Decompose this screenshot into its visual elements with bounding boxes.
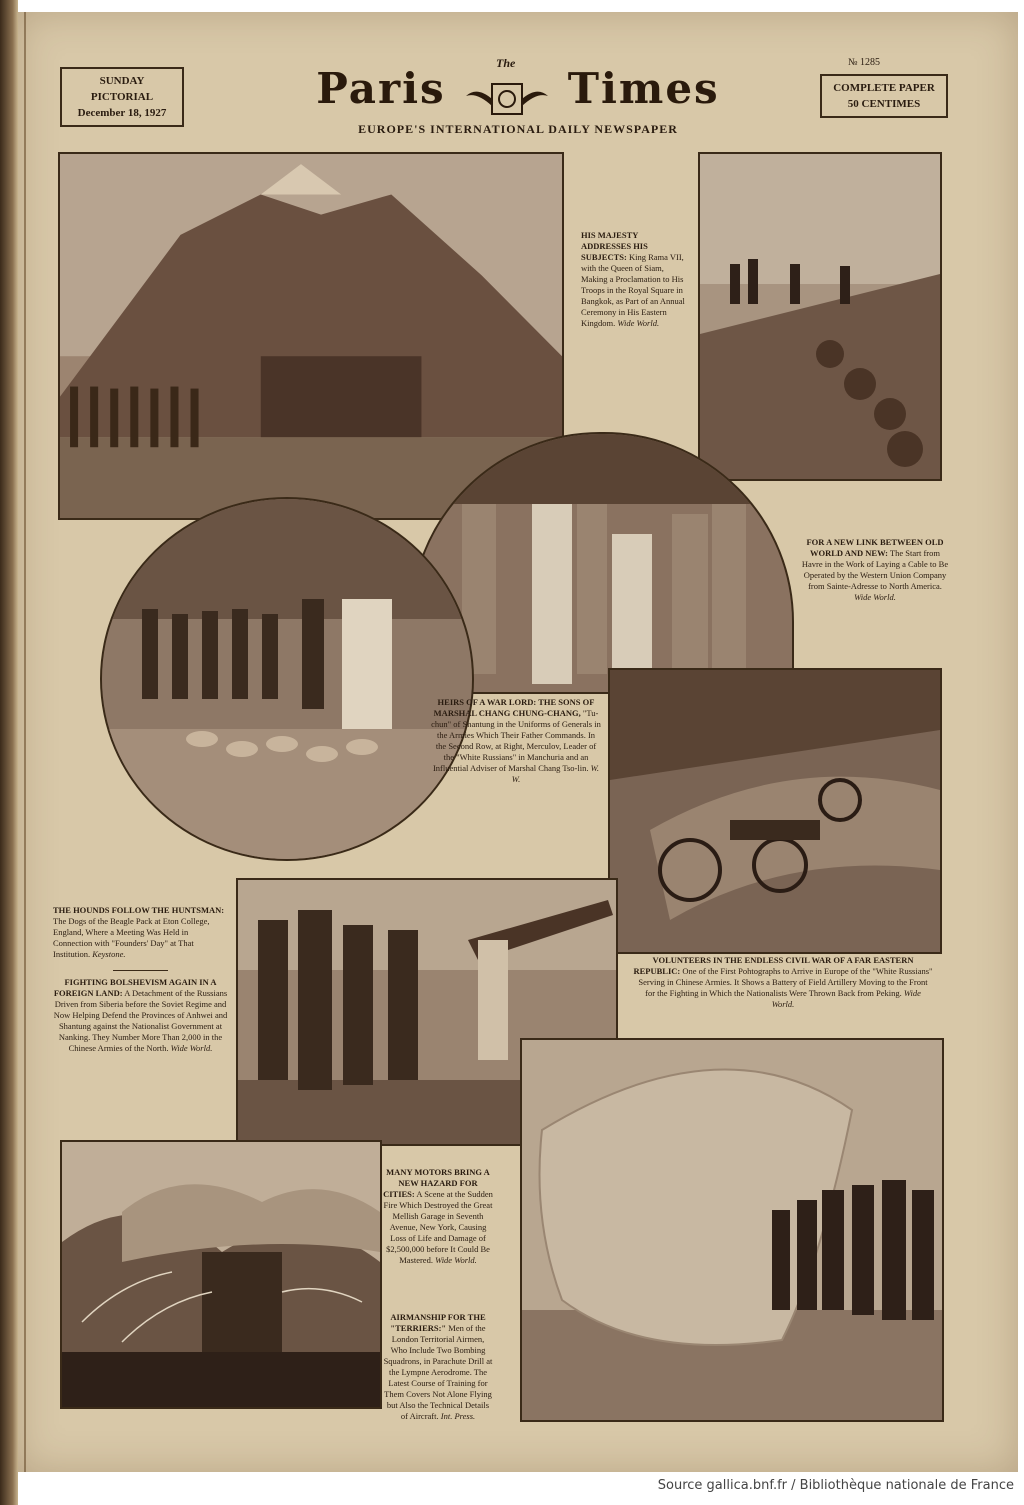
caption-airmanship [383,1312,493,1422]
caption-hounds [53,905,228,960]
caption-hounds-body: The Dogs of the Beagle Pack at Eton College, England, Where a Meeting Was Held in Connection with "Founders' Day" at That Institution. [53,916,210,959]
caption-heirs [431,697,601,785]
caption-bolshevism [53,977,228,1054]
date-box [60,67,184,127]
price-box [820,74,948,118]
photo-siam-ceremony [58,152,564,520]
caption-motors-credit: Wide World. [435,1255,477,1265]
caption-motors-head: MANY MOTORS BRING A NEW HAZARD FOR CITIES: [383,1167,490,1199]
masthead-title-left: Paris [316,64,446,113]
price-line2: 50 CENTIMES [847,98,921,110]
caption-divider [113,970,168,971]
photo-field-artillery [608,668,942,954]
source-attribution: Source gallica.bnf.fr / Bibliothèque nationale de France [657,1478,1014,1493]
masthead-emblem-icon [462,78,552,120]
masthead-title-right: Times [567,64,720,113]
caption-cable-body: The Start from Havre in the Work of Laying a Cable to Be Operated by the Western Union Company from Sainte-Adresse to North America. [801,548,949,591]
caption-heirs-credit: W. W. [511,763,600,784]
masthead-the: The [496,56,516,70]
caption-volunteers-credit: Wide World. [771,988,921,1009]
caption-heirs-head: HEIRS OF A WAR LORD: THE SONS OF MARSHAL CHANG CHUNG-CHANG, [433,697,595,718]
caption-siam [581,230,685,329]
caption-siam-head: HIS MAJESTY ADDRESSES HIS SUBJECTS: [581,230,648,262]
caption-cable [800,537,950,603]
photo-parachute-drill [520,1038,944,1422]
issue-number: № 1285 [848,57,881,68]
caption-heirs-body: "Tu-chun" of Shantung in the Uniforms of Generals in the Armies Which Their Father Commands. In the Second Row, at Right, Merculov, Leader of the "White Russians" in Manchuria and an Influential Adviser of Marshal Chang Tso-lin. [431,708,601,773]
caption-bolshevism-head: FIGHTING BOLSHEVISM AGAIN IN A FOREIGN LAND: [53,977,217,998]
masthead-subtitle: EUROPE'S INTERNATIONAL DAILY NEWSPAPER [358,122,678,137]
caption-airmanship-body: Men of the London Territorial Airmen, Who Include Two Bombing Squadrons, in Parachute Drill at the Lympne Aerodrome. The Latest Course of Training for Them Covers Not Alone Flying but Also the Technical Details of Aircraft. [383,1323,493,1421]
masthead [268,56,768,137]
left-rule [24,12,26,1472]
caption-cable-credit: Wide World. [854,592,896,602]
price-line1: COMPLETE PAPER [833,82,935,94]
caption-motors [383,1167,493,1266]
caption-bolshevism-credit: Wide World. [170,1043,213,1053]
caption-cable-head: FOR A NEW LINK BETWEEN OLD WORLD AND NEW: [806,537,944,558]
caption-motors-body: A Scene at the Sudden Fire Which Destroyed the Great Mellish Garage in Seventh Avenue, New York, Causing Loss of Life and Damage of $2,500,000 before It Could Be Mastered. [383,1189,493,1265]
caption-airmanship-head: AIRMANSHIP FOR THE "TERRIERS:" [390,1312,486,1333]
book-binding [0,0,18,1505]
photo-beagle-hounds [100,497,474,861]
caption-bolshevism-body: A Detachment of the Russians Driven from Siberia before the Soviet Regime and Now Helping Defend the Provinces of Anhwei and Shantung against the Nationalist Government at Nanking. They Number More Than 2,000 in the Chinese Armies of the North. [53,988,228,1053]
date-label: December 18, 1927 [77,107,167,119]
caption-volunteers-body: One of the First Pohtographs to Arrive in Europe of the "White Russians" Serving in Chinese Armies. It Shows a Battery of Field Artillery Moving to the Front for the Fighting in Which the Nationalists Were Thrown Back from Peking. [638,966,933,998]
caption-hounds-credit: Keystone. [92,949,126,959]
caption-siam-body: King Rama VII, with the Queen of Siam, Making a Proclamation to His Troops in the Royal Square in Bangkok, as Part of an Annual Ceremony in His Eastern Kingdom. [581,252,685,328]
newspaper-page [18,12,1018,1472]
photo-cable-havre [698,152,942,481]
caption-volunteers-head: VOLUNTEERS IN THE ENDLESS CIVIL WAR OF A FAR EASTERN REPUBLIC: [633,955,914,976]
caption-volunteers [633,955,933,1010]
edition-label: SUNDAY PICTORIAL [90,75,154,103]
caption-siam-credit: Wide World. [617,318,660,328]
caption-hounds-head: THE HOUNDS FOLLOW THE HUNTSMAN: [53,905,225,915]
photo-garage-fire [60,1140,382,1409]
caption-airmanship-credit: Int. Press. [440,1411,476,1421]
